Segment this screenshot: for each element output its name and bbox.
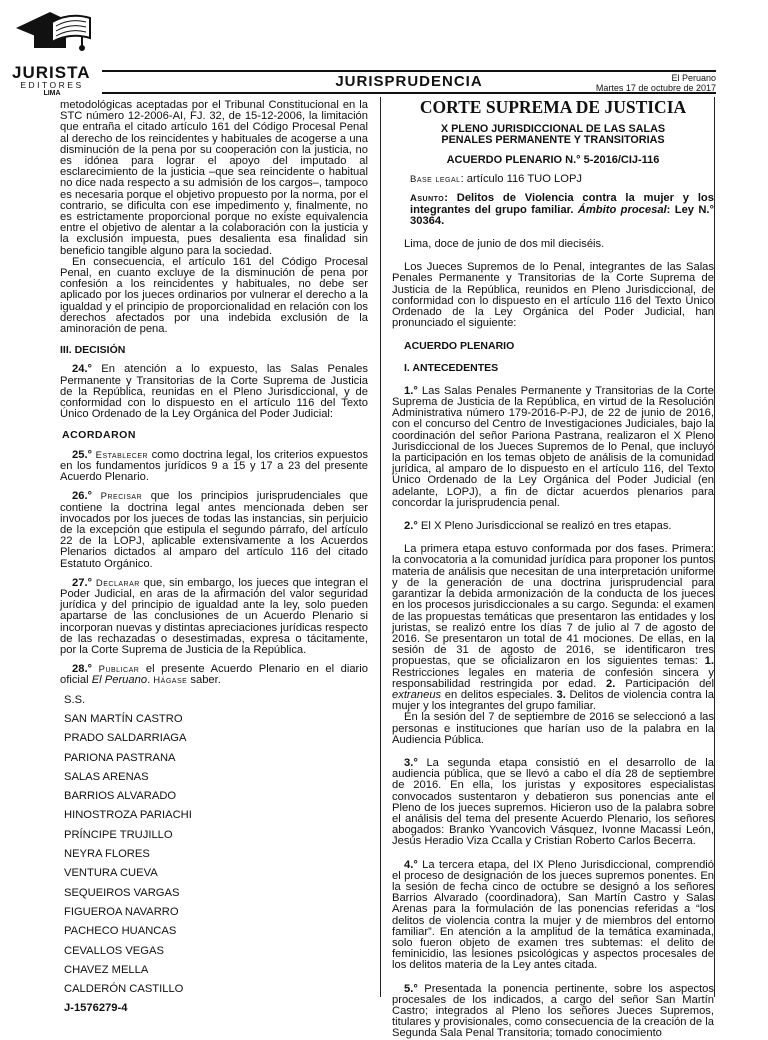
paragraph-27 [60, 578, 368, 656]
pleno-title-line-2: PENALES PERMANENTE Y TRANSITORIAS [441, 134, 665, 146]
paragraph-number: 24.° [72, 363, 93, 376]
topic-term-italic: extraneus [392, 688, 442, 701]
paragraph-text: Presentada la ponencia pertinente, sobre los aspectos procesales de los indicados, a cargo del señor San Martín Castro; integrados al Pleno los señores Jueces Supremos, titulares y provisionales, como consecuencia de la creación de la Segunda Sala Penal Transitoria; tomado conocimiento [392, 982, 714, 1040]
asunto-label: Asunto [410, 193, 445, 205]
judge-name: SEQUEIROS VARGAS [64, 886, 180, 899]
paragraph-verb: Declarar [92, 577, 140, 589]
paragraph-text: que, sin embargo, los jueces que integran el Poder Judicial, en aras de la afirmación del valor seguridad jurídica y del principio de igualdad ante la ley, solo pueden apartarse de las conclusiones de un Acuerdo Plenario si incorporan nuevas y distintas apreciaciones jurídicas respecto de las rechazadas o desestimadas, expresa o tácitamente, por la Corte Suprema de Justicia de la República. [60, 576, 368, 656]
judge-name: CALDERÓN CASTILLO [64, 983, 184, 996]
ss-label: S.S. [64, 693, 86, 706]
paragraph-number: 26.° [72, 490, 93, 503]
base-legal [392, 174, 714, 185]
paragraph-number: 28.° [72, 663, 93, 676]
asunto-text: : Delitos de Violencia contra la mujer y los integrantes del grupo familiar. [410, 192, 714, 216]
signatures-list [60, 695, 368, 1015]
paragraph-text: que los principios jurisprudenciales que contiene la doctrina legal antes mencionada deben ser invocados por los jueces de todas las instancias, sin perjuicio de la excepción que estipula el segundo párrafo, del artículo 22 de la LOPJ, aplicable extensivamente a los Acuerdos Plenarios dictados al amparo del artículo 116 del citado Estatuto Orgánico. [60, 490, 368, 570]
judge-name: PRÍNCIPE TRUJILLO [64, 828, 173, 841]
judge-name: BARRIOS ALVARADO [64, 790, 177, 803]
graduation-cap-book-icon [12, 8, 94, 60]
paragraph-26 [60, 491, 368, 569]
paragraph-verb: Publicar [92, 664, 140, 676]
paragraph: En consecuencia, el artículo 161 del Código Procesal Penal, en cuanto excluye de la disminución de pena por confesión a los reincidentes y habituales, no debe ser aplicado por los jueces ordinarios por vulnerar el derecho a la igualdad y el principio de proporcionalidad en relación con los derechos afectados por una indebida exclusión de la aminoración de pena. [60, 255, 368, 336]
antecedentes-heading: I. ANTECEDENTES [404, 361, 499, 374]
paragraph: metodológicas aceptadas por el Tribunal Constitucional en la STC número 12-2006-AI, FJ. 32, de 15-12-2006, la limitación que entraña el citado artículo 161 del Código Procesal Penal al derecho de los reincidentes y habituales de acogerse a una disminución de la pena por su cooperación con la justicia, no es idónea para lograr el apoyo del imputado al esclarecimiento de la justicia –que sea reincidente o habitual no dice nada respecto a su admisión de los cargos–, tampoco es necesaria porque el objetivo propuesto por la norma, por el contrario, se dificulta con ese impedimento y, finalmente, no es estrictamente proporcional porque no existe equivalencia entre el objetivo de alentar a la colaboración con la justicia y la exclusión impuesta, pues desalienta esa finalidad sin beneficio tangible alguno para la sociedad. [60, 99, 368, 257]
paragraph-28 [60, 664, 368, 686]
logo-city: LIMA [43, 90, 61, 97]
judge-name: SAN MARTÍN CASTRO [64, 712, 183, 725]
paragraph-verb: Precisar [92, 491, 143, 503]
paragraph-number: 5.° [404, 982, 418, 995]
paragraph-number: 25.° [72, 448, 93, 461]
ambito-text: : Ley N.° 30364. [410, 203, 715, 227]
paragraph-text: La primera etapa estuvo conformada por dos fases. Primera: la convocatoria a la comunidad jurídica para proponer los puntos materia de análisis que necesitan de una interpretación uniforme y de la generación de una doctrina jurisprudencial para garantizar la debida armonización de la conducta de los jueces en los procesos jurisdiccionales a su cargo. Segunda: el examen de las propuestas temáticas que presentaron las entidades y los juristas, se realizó entre los días 7 de julio al 7 de agosto de 2016. Se presentaron un total de 41 mociones. De ellas, en la sesión de 31 de agosto de 2016, se identificaron tres propuestas, que se oficializaron en los siguientes temas: [392, 543, 714, 668]
topic-number: 1. [704, 655, 714, 668]
paragraph-1 [392, 386, 714, 509]
topic-number: 3. [556, 688, 566, 701]
paragraph-25 [60, 450, 368, 484]
paragraph-text: El X Pleno Jurisdiccional se realizó en tres etapas. [417, 520, 672, 533]
paragraph-verb: Hágase [153, 675, 188, 687]
court-title: CORTE SUPREMA DE JUSTICIA [419, 97, 687, 117]
judge-name: PACHECO HUANCAS [64, 925, 177, 938]
pleno-title-line-1: X PLENO JURISDICCIONAL DE LAS SALAS [440, 123, 666, 135]
judge-name: HINOSTROZA PARIACHI [64, 809, 192, 822]
paragraph-number: 2.° [404, 520, 418, 533]
paragraph-number: 3.° [404, 756, 418, 769]
newspaper-name-italic: El Peruano [91, 674, 148, 687]
acuerdo-number: ACUERDO PLENARIO N.° 5-2016/CIJ-116 [446, 154, 660, 166]
topic-number: 2. [606, 677, 616, 690]
right-column [392, 97, 715, 1040]
paragraph-number: 27.° [72, 576, 93, 589]
asunto [392, 193, 714, 227]
judge-name: CEVALLOS VEGAS [64, 944, 164, 957]
paragraph-2 [392, 521, 714, 532]
jurista-editores-logo [12, 8, 94, 97]
newspaper-name: El Peruano [671, 73, 716, 83]
ambito-label: Ámbito procesal [577, 203, 667, 216]
acordaron-heading: ACORDARON [62, 429, 136, 442]
paragraph-text: La tercera etapa, del IX Pleno Jurisdiccional, comprendió el proceso de designación de los jueces supremos ponentes. En la sesión de fecha cinco de octubre se designó a los señores Barrios Alvarado (coordinadora), San Martín Castro y Salas Arenas para la formulación de las ponencias referidas a “los delitos de violencia contra la mujer y de miembros del entorno familiar”. En atención a la amplitud de la temática examinada, solo fueron objeto de examen tres subtemas: el delito de feminicidio, las lesiones psicológicas y aspectos procesales de los delitos materia de la Ley antes citada. [392, 858, 714, 972]
topic-text: Participación del [615, 677, 715, 690]
paragraph-text: el presente Acuerdo Plenario en el diario oficial [60, 663, 368, 687]
logo-name: JURISTA [12, 63, 91, 82]
topic-text: Restricciones legales en materia de confesión sincera y responsabilidad restringida por edad. [392, 666, 714, 690]
topic-text: en delitos especiales. [441, 688, 557, 701]
paragraph-2c: En la sesión del 7 de septiembre de 2016 se seleccionó a las personas e instituciones que harían uso de la palabra en la Audiencia Pública. [392, 711, 714, 746]
paragraph-text: Las Salas Penales Permanente y Transitorias de la Corte Suprema de Justicia de la República, en virtud de la Resolución Administrativa número 179-2016-P-PJ, de 22 de junio de 2016, con el concurso del Centro de Investigaciones Judiciales, bajo la coordinación del señor Pariona Pastrana, realizaron el X Pleno Jurisdiccional de los Jueces Supremos de lo Penal, que incluyó la participación en los temas objeto de análisis de la comunidad jurídica, al amparo de lo dispuesto en el artículo 116, del Texto Único Ordenado de la Ley Orgánica del Poder Judicial (en adelante, LOPJ), a fin de dictar acuerdos plenarios para concordar la jurisprudencia penal. [392, 384, 714, 509]
document-code: J-1576279-4 [64, 1002, 128, 1015]
left-column [60, 100, 368, 1015]
publication-date: Martes 17 de octubre de 2017 [595, 83, 716, 93]
paragraph-5 [392, 984, 714, 1040]
paragraph-text: En atención a lo expuesto, las Salas Penales Permanente y Transitorias de la Corte Suprema de Justicia de la República, reunidas en el Pleno Jurisdiccional, y de conformidad con lo dispuesto en el artículo 116 del Texto Único Ordenado de la Ley Orgánica del Poder Judicial: [60, 363, 368, 421]
header-date-block [596, 73, 716, 93]
paragraph-text: . [147, 674, 154, 687]
acuerdo-plenario-heading: ACUERDO PLENARIO [404, 340, 515, 353]
paragraph-verb: Establecer [92, 449, 149, 461]
judge-name: SALAS ARENAS [64, 770, 149, 783]
page-header [102, 66, 716, 94]
paragraph-text: La segunda etapa consistió en el desarrollo de la audiencia pública, que se llevó a cabo el día 28 de septiembre de 2016. En ella, los juristas y expositores especialistas convocados sustentaron y debatieron sus ponencias ante el Pleno de los jueces supremos. Hicieron uso de la palabra sobre el análisis del tema del presente Acuerdo Plenario, los señores abogados: Branko Yvancovich Vásquez, Ivonne Macassi León, Jesús Heradio Viza Ccalla y Cristian Roberto Carlos Becerra. [392, 756, 714, 848]
header-top-rule [102, 70, 716, 72]
paragraph-number: 4.° [404, 858, 418, 871]
paragraph-2b [392, 544, 714, 712]
judge-name: PRADO SALDARRIAGA [64, 732, 187, 745]
paragraph-intro: Los Jueces Supremos de lo Penal, integrantes de las Salas Penales Permanente y Transitorias de la Corte Suprema de Justicia de la República, reunidos en Pleno Jurisdiccional, de conformidad con lo dispuesto en el artículo 116 del Texto Único Ordenado de la Ley Orgánica del Poder Judicial, han pronunciado el siguiente: [392, 261, 714, 330]
column-divider [380, 97, 381, 997]
header-bottom-rule [102, 92, 716, 94]
base-legal-text: : artículo 116 TUO LOPJ [460, 173, 583, 186]
judge-name: PARIONA PASTRANA [64, 751, 176, 764]
judge-name: CHAVEZ MELLA [64, 963, 149, 976]
paragraph-text: como doctrina legal, los criterios expuestos en los fundamentos jurídicos 9 a 15 y 17 a 23 del presente Acuerdo Plenario. [60, 448, 368, 484]
right-column-rule [714, 97, 715, 997]
base-legal-label: Base legal [410, 174, 461, 186]
paragraph-number: 1.° [404, 384, 418, 397]
judge-name: FIGUEROA NAVARRO [64, 905, 179, 918]
judge-name: NEYRA FLORES [64, 848, 150, 861]
judge-name: VENTURA CUEVA [64, 867, 158, 880]
topic-text: Delitos de violencia contra la mujer y los integrantes del grupo familiar. [392, 688, 715, 713]
paragraph-text: saber. [187, 674, 221, 687]
paragraph-3 [392, 758, 714, 848]
logo-subtitle: EDITORES [20, 80, 84, 90]
section-heading-decision: III. DECISIÓN [60, 344, 126, 357]
place-date: Lima, doce de junio de dos mil dieciséis. [404, 238, 605, 251]
paragraph-4 [392, 860, 714, 972]
section-title: JURISPRUDENCIA [335, 73, 483, 90]
paragraph-24 [60, 364, 368, 420]
